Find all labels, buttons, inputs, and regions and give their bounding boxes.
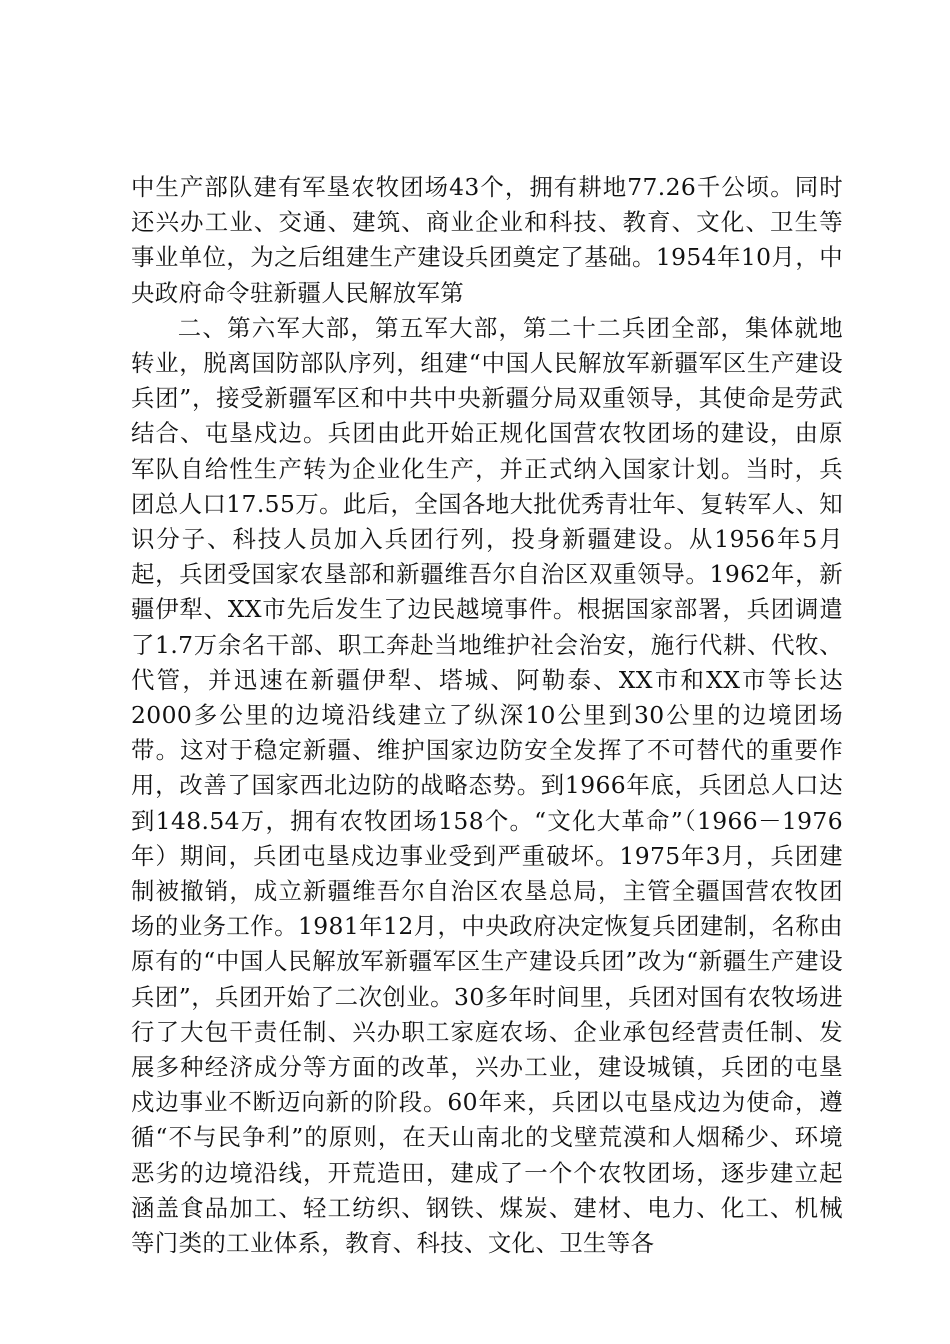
paragraph-2: 二、第六军大部，第五军大部，第二十二兵团全部，集体就地转业，脱离国防部队序列，组建“中国人民解放军新疆军区生产建设兵团”，接受新疆军区和中共中央新疆分局双重领导，其使命是劳武结合、屯垦戍边。兵团由此开始正规化国营农牧团场的建设，由原军队自给性生产转为企业化生产，并正式纳入国家计划。当时，兵团总人口17.55万。此后，全国各地大批优秀青壮年、复转军人、知识分子、科技人员加入兵团行列，投身新疆建设。从1956年5月起，兵团受国家农垦部和新疆维吾尔自治区双重领导。1962年，新疆伊犁、XX市先后发生了边民越境事件。根据国家部署，兵团调遣了1.7万余名干部、职工奔赴当地维护社会治安，施行代耕、代牧、代管，并迅速在新疆伊犁、塔城、阿勒泰、XX市和XX市等长达2000多公里的边境沿线建立了纵深10公里到30公里的边境团场带。这对于稳定新疆、维护国家边防安全发挥了不可替代的重要作用，改善了国家西北边防的战略态势。到1966年底，兵团总人口达到148.54万，拥有农牧团场158个。“文化大革命”（1966－1976年）期间，兵团屯垦戍边事业受到严重破坏。1975年3月，兵团建制被撤销，成立新疆维吾尔自治区农垦总局，主管全疆国营农牧团场的业务工作。1981年12月，中央政府决定恢复兵团建制，名称由原有的“中国人民解放军新疆军区生产建设兵团”改为“新疆生产建设兵团”，兵团开始了二次创业。30多年时间里，兵团对国有农牧场进行了大包干责任制、兴办职工家庭农场、企业承包经营责任制、发展多种经济成分等方面的改革，兴办工业，建设城镇，兵团的屯垦戍边事业不断迈向新的阶段。60年来，兵团以屯垦戍边为使命，遵循“不与民争利”的原则，在天山南北的戈壁荒漠和人烟稀少、环境恶劣的边境沿线，开荒造田，建成了一个个农牧团场，逐步建立起涵盖食品加工、轻工纺织、钢铁、煤炭、建材、电力、化工、机械等门类的工业体系，教育、科技、文化、卫生等各 [131,313,843,1258]
paragraph-1: 中生产部队建有军垦农牧团场43个，拥有耕地77.26千公顷。同时还兴办工业、交通、建筑、商业企业和科技、教育、文化、卫生等事业单位，为之后组建生产建设兵团奠定了基础。1954年10月，中央政府命令驻新疆人民解放军第 [131,173,843,307]
body-text [131,170,843,1261]
